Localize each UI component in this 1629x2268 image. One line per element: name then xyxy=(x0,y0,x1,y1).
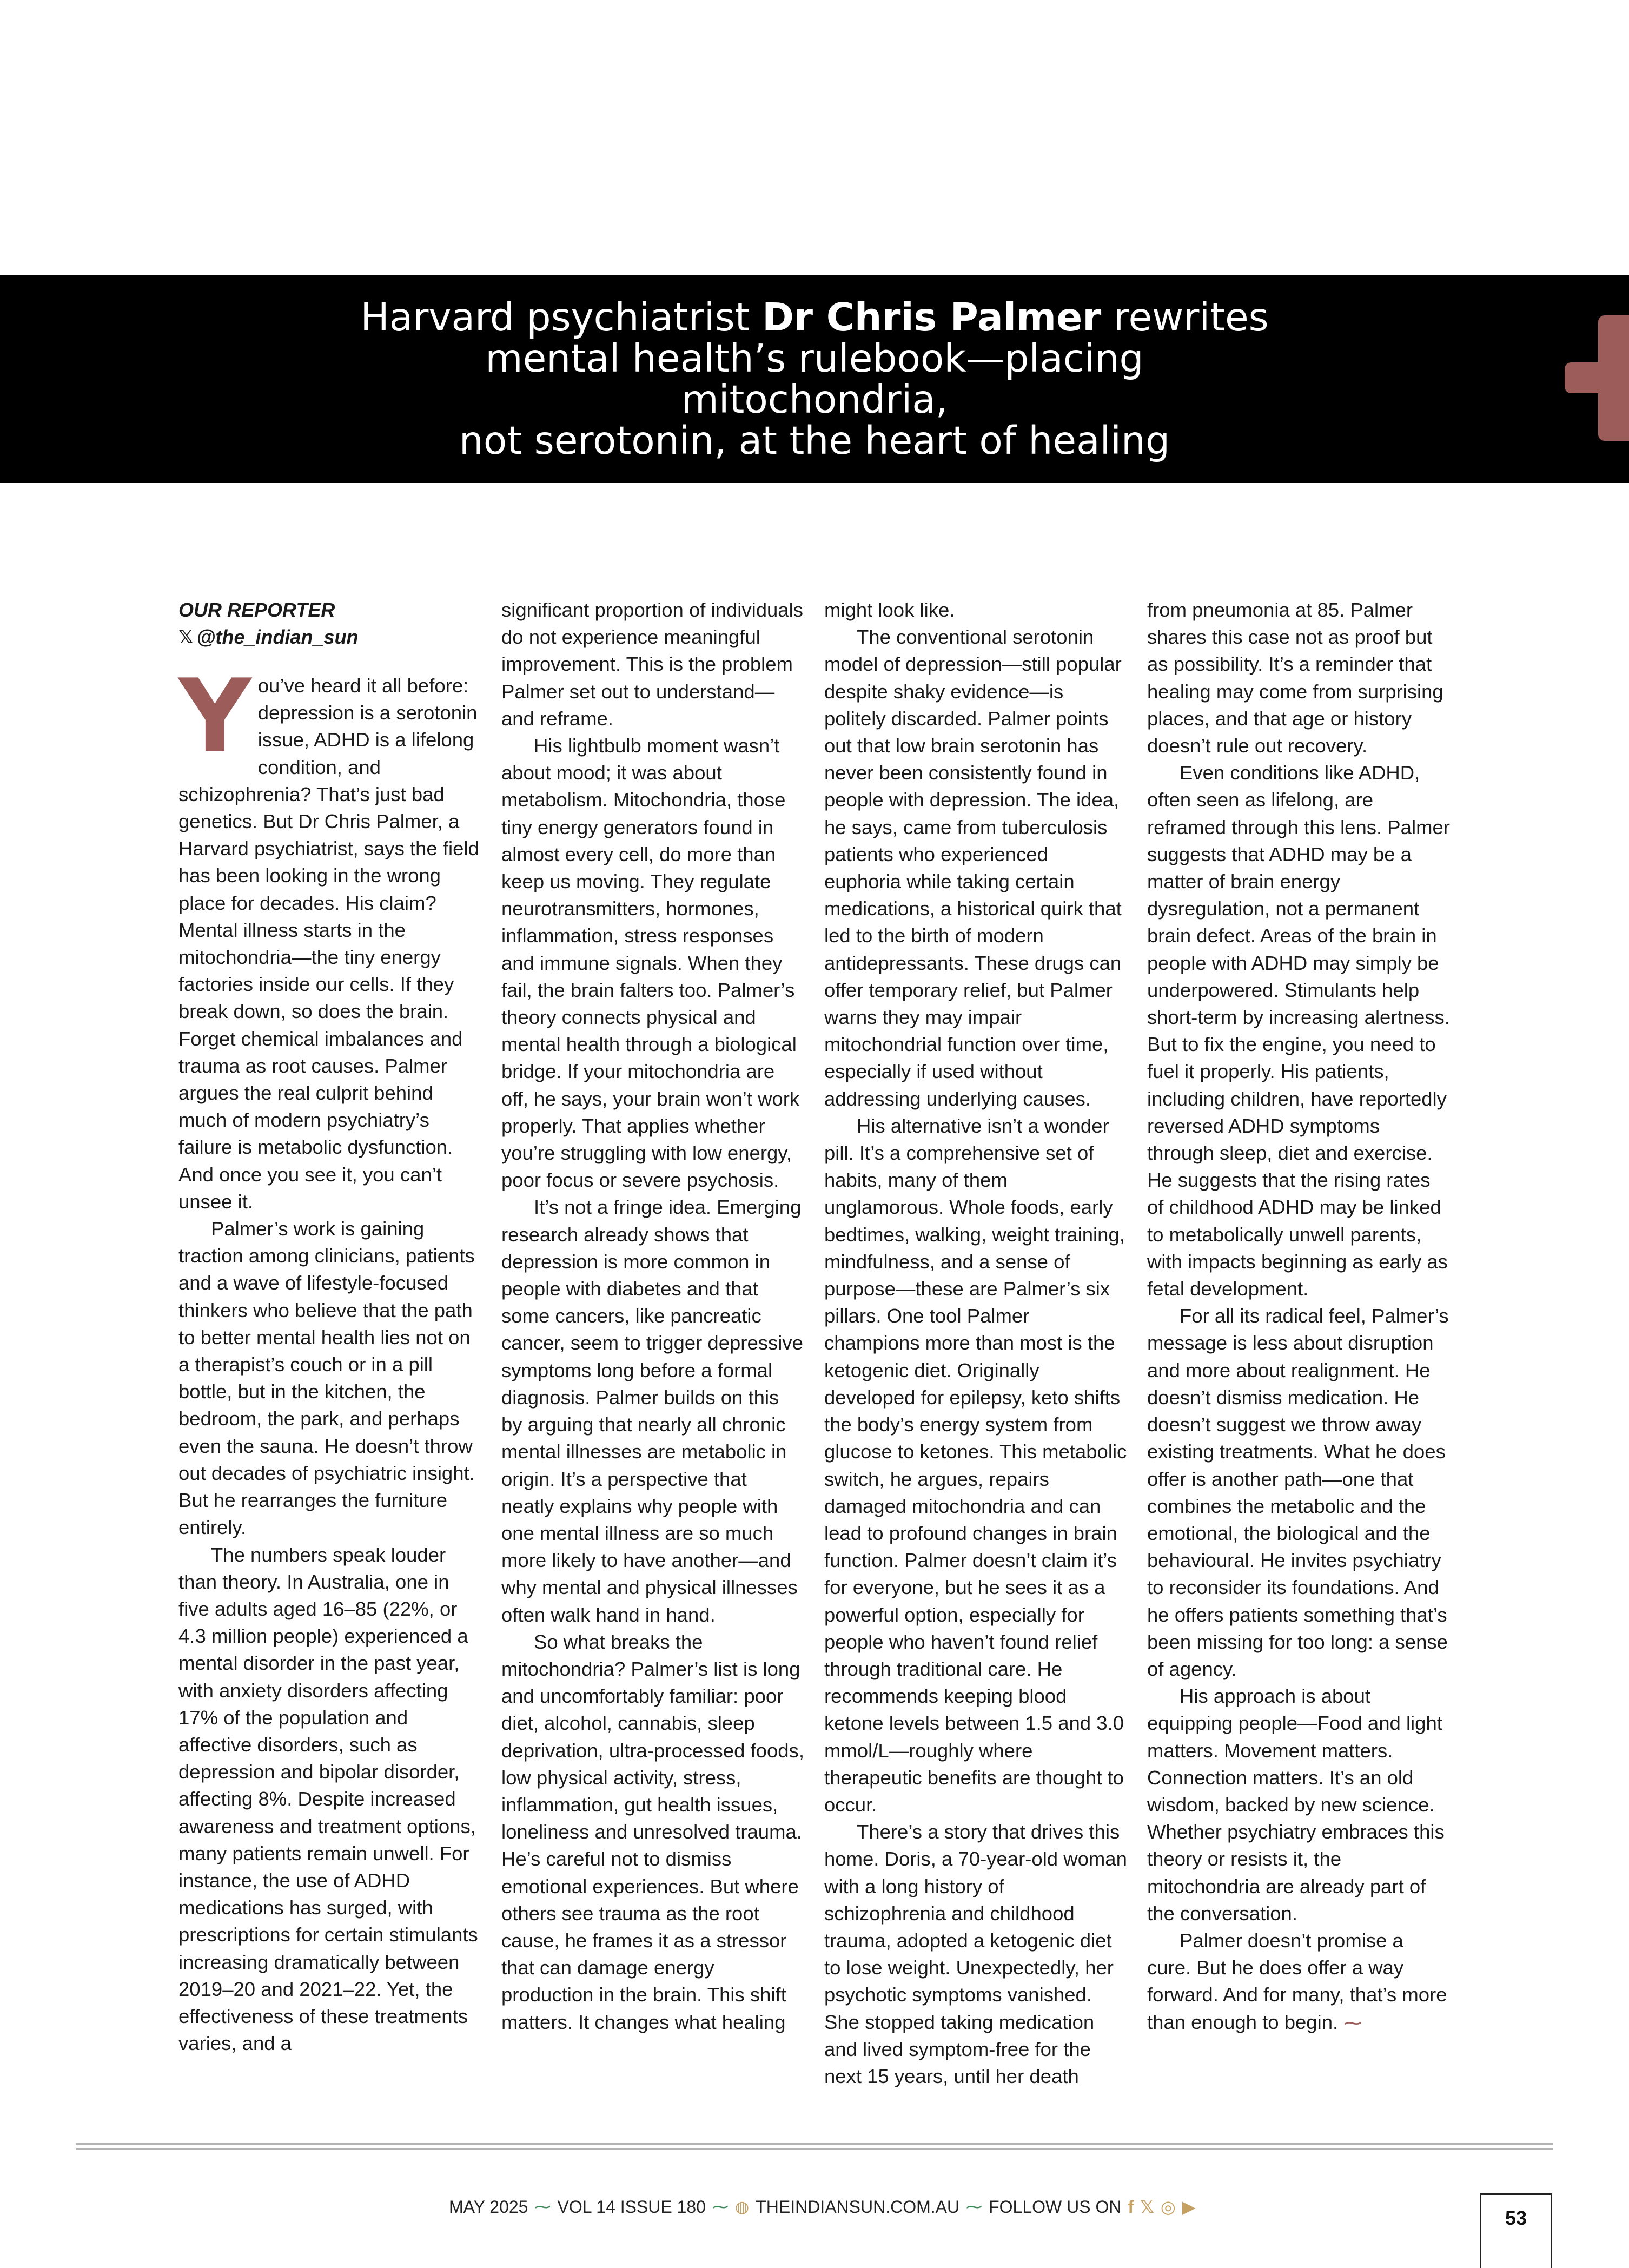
squiggle-icon: ⁓ xyxy=(712,2198,729,2216)
article-column-1 xyxy=(178,597,481,2057)
article-column-2 xyxy=(501,597,804,2036)
article-column-4 xyxy=(1147,597,1450,2036)
footer-rule-bottom xyxy=(76,2148,1553,2150)
paragraph: For all its radical feel, Palmer’s message is less about disruption and more about realignment. He doesn’t dismiss medication. He doesn’t suggest we throw away existing treatments. What he does offer is another path—one that combines the metabolic and the emotional, the biological and the behavioural. He invites psychiatry to reconsider its foundations. And he offers patients something that’s been missing for too long: a sense of agency. xyxy=(1147,1305,1449,1680)
paragraph: might look like. xyxy=(824,599,955,621)
instagram-icon[interactable]: ◎ xyxy=(1160,2197,1176,2217)
footer-rule-top xyxy=(76,2143,1553,2145)
paragraph: The numbers speak louder than theory. In Australia, one in five adults aged 16–85 (22%, or 4.3 million people) experienced a mental disorder in the past year, with anxiety disorders affecting 17% of the population and affective disorders, such as depression and bipolar disorder, affecting 8%. Despite increased awareness and treatment options, many patients remain unwell. For instance, the use of ADHD medications has surged, with prescriptions for certain stimulants increasing dramatically between 2019–20 and 2021–22. Yet, the effectiveness of these treatments varies, and a xyxy=(178,1543,478,2055)
headline-line-3: not serotonin, at the heart of healing xyxy=(459,418,1170,463)
headline xyxy=(349,294,1280,463)
cross-icon-horizontal xyxy=(1565,362,1629,393)
youtube-icon[interactable]: ▶ xyxy=(1182,2197,1196,2217)
byline-handle-row xyxy=(178,624,481,651)
globe-icon: ◍ xyxy=(735,2198,750,2216)
page-number: 53 xyxy=(1480,2193,1552,2268)
facebook-icon[interactable]: f xyxy=(1128,2197,1134,2217)
paragraph: Palmer’s work is gaining traction among clinicians, patients and a wave of lifestyle-focused thinkers who believe that the path to better mental health lies not on a therapist’s couch or in a pill bottle, but in the kitchen, the bedroom, the park, and perhaps even the sauna. He doesn’t throw out decades of psychiatric insight. But he rearranges the furniture entirely. xyxy=(178,1218,475,1539)
footer xyxy=(449,2196,1196,2218)
paragraph: from pneumonia at 85. Palmer shares this case not as proof but as possibility. It’s a reminder that healing may come from surprising places, and that age or history doesn’t rule out recovery. xyxy=(1147,599,1443,757)
squiggle-icon: ⁓ xyxy=(534,2198,551,2216)
footer-volume: VOL 14 ISSUE 180 xyxy=(557,2197,706,2217)
end-mark-icon: ⁓ xyxy=(1343,2012,1362,2033)
paragraph: His alternative isn’t a wonder pill. It’s a comprehensive set of habits, many of them unglamorous. Whole foods, early bedtimes, walking, weight training, mindfulness, and a sense of purpose—these are Palmer’s six pillars. One tool Palmer champions more than most is the ketogenic diet. Originally developed for epilepsy, keto shifts the body’s energy system from glucose to ketones. This metabolic switch, he argues, repairs damaged mitochondria and can lead to profound changes in brain function. Palmer doesn’t claim it’s for everyone, but he sees it as a powerful option, especially for people who haven’t found relief through traditional care. He recommends keeping blood ketone levels between 1.5 and 3.0 mmol/L—roughly where therapeutic benefits are thought to occur. xyxy=(824,1114,1127,1816)
paragraph: significant proportion of individuals do not experience meaningful improvement. This is the problem Palmer set out to understand—and reframe. xyxy=(501,599,803,730)
headline-line-2: mental health’s rulebook—placing mitochondria, xyxy=(485,335,1144,422)
x-icon[interactable]: 𝕏 xyxy=(1140,2197,1154,2217)
drop-cap: Y xyxy=(178,657,251,775)
paragraph: Even conditions like ADHD, often seen as lifelong, are reframed through this lens. Palmer suggests that ADHD may be a matter of brain energy dysregulation, not a permanent brain defect. Areas of the brain in people with ADHD may simply be underpowered. Stimulants help short-term by increasing alertness. But to fix the engine, you need to fuel it properly. His patients, including children, have reportedly reversed ADHD symptoms through sleep, diet and exercise. He suggests that the rising rates of childhood ADHD may be linked to metabolically unwell parents, with impacts beginning as early as fetal development. xyxy=(1147,762,1450,1300)
paragraph: Palmer doesn’t promise a cure. But he does offer a way forward. And for many, that’s more than enough to begin. ⁓ xyxy=(1147,1929,1447,2033)
footer-website[interactable]: THEINDIANSUN.COM.AU xyxy=(756,2197,960,2217)
headline-pre: Harvard psychiatrist xyxy=(360,294,763,340)
x-logo-icon: 𝕏 xyxy=(178,627,194,647)
footer-date: MAY 2025 xyxy=(449,2197,528,2217)
byline-reporter: OUR REPORTER xyxy=(178,599,335,621)
headline-banner xyxy=(0,275,1629,483)
paragraph: It’s not a fringe idea. Emerging research already shows that depression is more common in people with diabetes and that some cancers, like pancreatic cancer, seem to trigger depressive symptoms long before a formal diagnosis. Palmer builds on this by arguing that nearly all chronic mental illnesses are metabolic in origin. It’s a perspective that neatly explains why people with one mental illness are so much more likely to have another—and why mental and physical illnesses often walk hand in hand. xyxy=(501,1196,803,1626)
paragraph: There’s a story that drives this home. Doris, a 70-year-old woman with a long history of schizophrenia and childhood trauma, adopted a ketogenic diet to lose weight. Unexpectedly, her psychotic symptoms vanished. She stopped taking medication and lived symptom-free for the next 15 years, until her death xyxy=(824,1821,1127,2087)
paragraph: You’ve heard it all before: depression is a serotonin issue, ADHD is a lifelong condition, and schizophrenia? That’s just bad genetics. But Dr Chris Palmer, a Harvard psychiatrist, says the field has been looking in the wrong place for decades. His claim? Mental illness starts in the mitochondria—the tiny energy factories inside our cells. If they break down, so does the brain. Forget chemical imbalances and trauma as root causes. Palmer argues the real culprit behind much of modern psychiatry’s failure is metabolic dysfunction. And once you see it, you can’t unsee it. xyxy=(178,657,479,1213)
squiggle-icon: ⁓ xyxy=(966,2198,983,2216)
article-column-3 xyxy=(824,597,1127,2090)
paragraph: His approach is about equipping people—Food and light matters. Movement matters. Connection matters. It’s an old wisdom, backed by new science. Whether psychiatry embraces this theory or resists it, the mitochondria are already part of the conversation. xyxy=(1147,1685,1445,1925)
headline-post: rewrites xyxy=(1101,294,1269,340)
byline-handle: @the_indian_sun xyxy=(196,626,359,648)
headline-name: Dr Chris Palmer xyxy=(762,294,1102,340)
paragraph: His lightbulb moment wasn’t about mood; it was about metabolism. Mitochondria, those tiny energy generators found in almost every cell, do more than keep us moving. They regulate neurotransmitters, hormones, inflammation, stress responses and immune signals. When they fail, the brain falters too. Palmer’s theory connects physical and mental health through a biological bridge. If your mitochondria are off, he says, your brain won’t work properly. That applies whether you’re struggling with low energy, poor focus or severe psychosis. xyxy=(501,735,800,1192)
footer-follow: FOLLOW US ON xyxy=(989,2197,1122,2217)
paragraph: The conventional serotonin model of depression—still popular despite shaky evidence—is politely discarded. Palmer points out that low brain serotonin has never been consistently found in people with depression. The idea, he says, came from tuberculosis patients who experienced euphoria while taking certain medications, a historical quirk that led to the birth of modern antidepressants. These drugs can offer temporary relief, but Palmer warns they may impair mitochondrial function over time, especially if used without addressing underlying causes. xyxy=(824,626,1122,1110)
paragraph: So what breaks the mitochondria? Palmer’s list is long and uncomfortably familiar: poor diet, alcohol, cannabis, sleep deprivation, ultra-processed foods, low physical activity, stress, inflammation, gut health issues, loneliness and unresolved trauma. He’s careful not to dismiss emotional experiences. But where others see trauma as the root cause, he frames it as a stressor that can damage energy production in the brain. This shift matters. It changes what healing xyxy=(501,1630,804,2033)
